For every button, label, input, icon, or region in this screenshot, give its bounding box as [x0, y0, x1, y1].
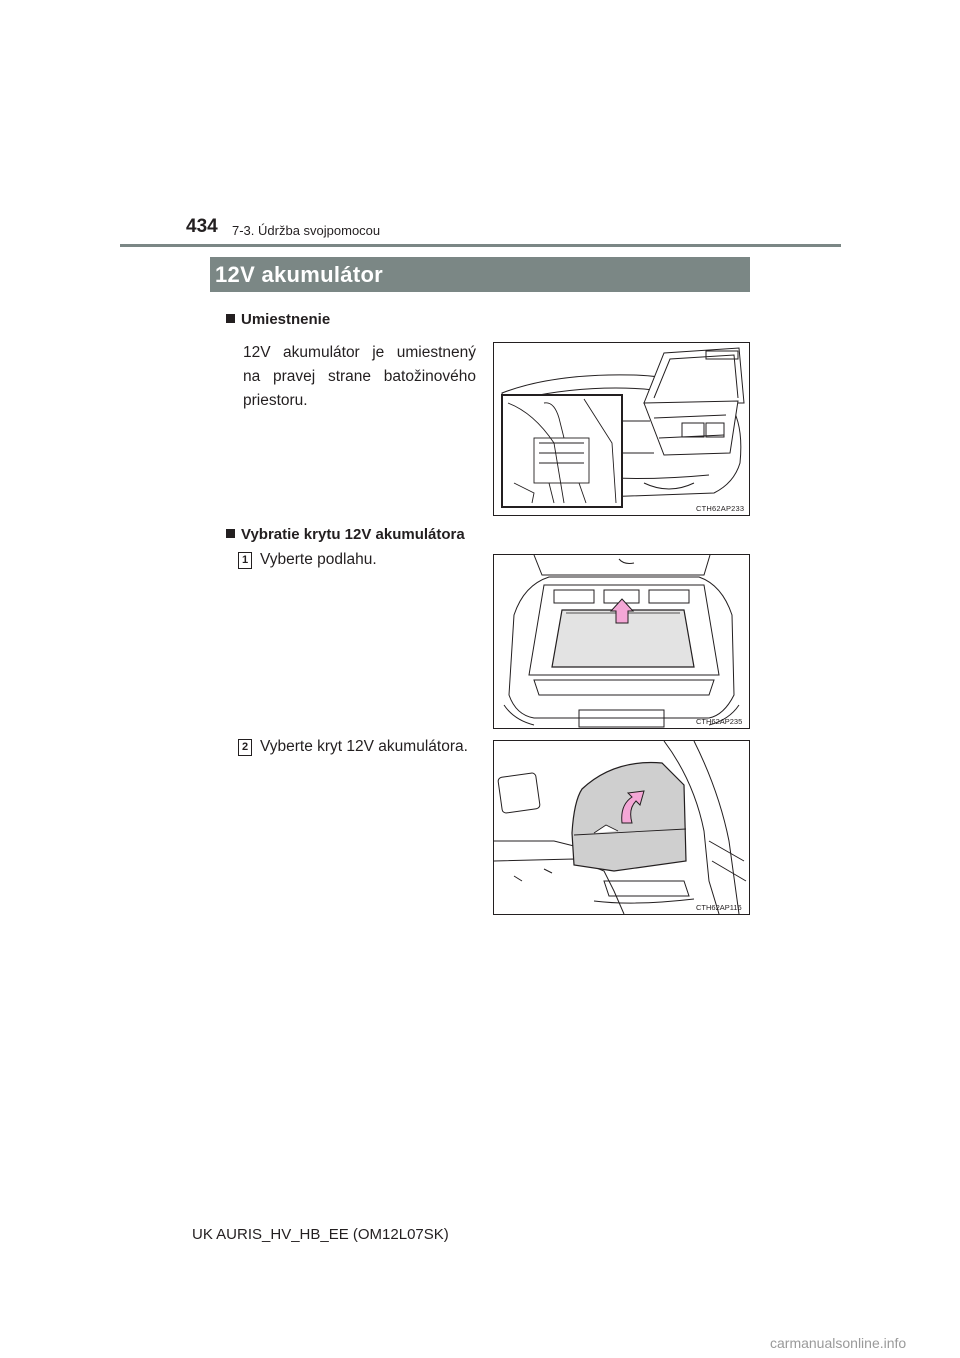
section-title-bar: [210, 257, 750, 292]
location-line-3: priestoru.: [243, 392, 308, 409]
remove-cover-illustration: [494, 741, 749, 914]
removal-heading-text: Vybratie krytu 12V akumulátora: [241, 526, 465, 543]
figure-code-3: CTH62AP116: [696, 903, 742, 912]
figure-remove-floor: [493, 554, 750, 729]
figure-code-2: CTH62AP235: [696, 717, 743, 726]
section-title: 12V akumulátor: [215, 262, 384, 287]
location-line-2: na pravej strane batožinového: [243, 368, 476, 385]
battery-location-illustration: [494, 343, 749, 515]
figure-code-1: CTH62AP233: [696, 504, 745, 513]
figure-remove-battery-cover: [493, 740, 750, 915]
step-number-2: 2: [238, 739, 252, 756]
watermark-link[interactable]: carmanualsonline.info: [770, 1335, 907, 1351]
location-paragraph: [243, 341, 476, 413]
step-number-1: 1: [238, 552, 252, 569]
header-rule: [120, 244, 841, 247]
square-bullet-icon: [226, 529, 235, 538]
location-heading: [226, 311, 330, 328]
page-number: 434: [186, 216, 218, 237]
footer-document-id: UK AURIS_HV_HB_EE (OM12L07SK): [192, 1226, 449, 1243]
figure-battery-location: [493, 342, 750, 516]
remove-floor-illustration: [494, 555, 749, 728]
step-1-text: Vyberte podlahu.: [260, 551, 377, 568]
section-label: 7-3. Údržba svojpomocou: [232, 223, 381, 238]
square-bullet-icon: [226, 314, 235, 323]
step-2-text: Vyberte kryt 12V akumulátora.: [260, 738, 468, 755]
removal-heading: [226, 526, 465, 543]
location-line-1: 12V akumulátor je umiestnený: [243, 344, 476, 361]
location-heading-text: Umiestnenie: [241, 311, 331, 328]
